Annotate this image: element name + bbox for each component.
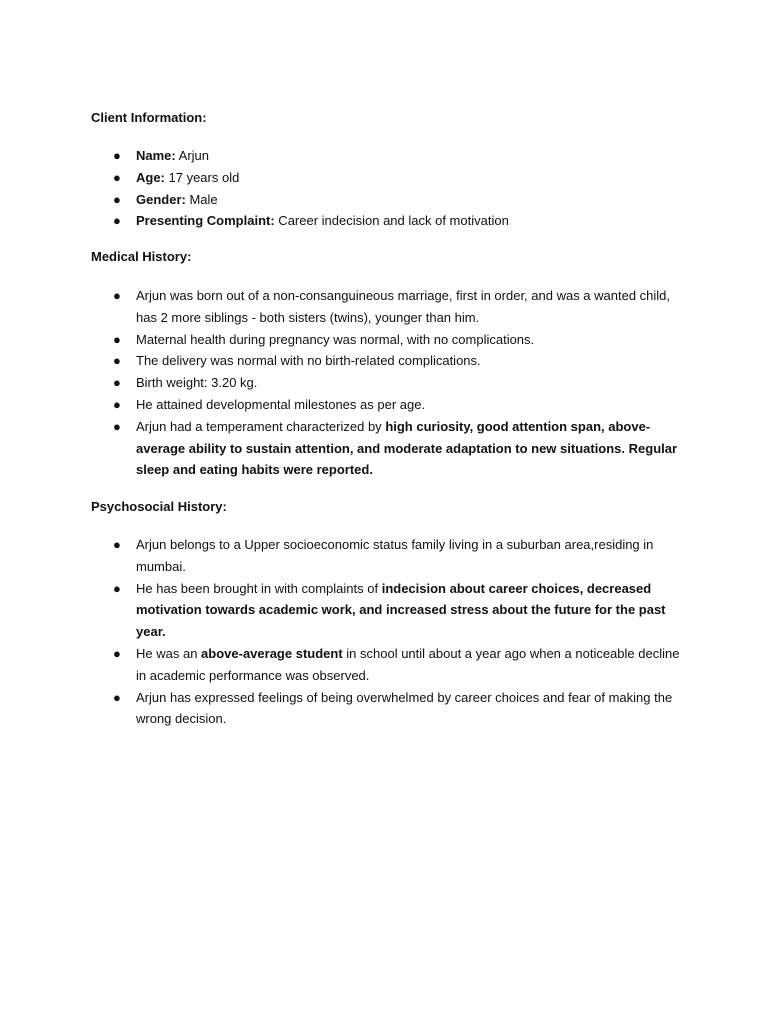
- bullet-icon: ●: [113, 396, 121, 412]
- bullet-icon: ●: [113, 418, 121, 434]
- client-information-heading: Client Information:: [91, 110, 207, 125]
- name-label: Name:: [136, 148, 176, 163]
- bullet-icon: ●: [113, 580, 121, 596]
- bullet-icon: ●: [113, 353, 121, 369]
- age-value: 17 years old: [164, 169, 240, 185]
- item-text-plain: in school until about a year ago when a noticeable decline in academic performance was observed.: [136, 645, 680, 683]
- bullet-icon: ●: [113, 169, 121, 185]
- list-item: [0, 416, 768, 481]
- item-text: Birth weight: 3.20 kg.: [136, 375, 258, 391]
- list-item: [0, 394, 768, 416]
- item-text-plain: Arjun had a temperament characterized by: [136, 418, 386, 434]
- item-text: He attained developmental milestones as per age.: [136, 396, 426, 412]
- psychosocial-history-heading: Psychosocial History:: [91, 499, 227, 514]
- list-item: [0, 285, 768, 329]
- list-item: [0, 189, 768, 211]
- item-text: Arjun has expressed feelings of being overwhelmed by career choices and fear of making the wrong decision.: [136, 689, 673, 727]
- list-item: [0, 643, 768, 687]
- item-text-plain: He has been brought in with complaints of: [136, 580, 382, 596]
- list-item: [0, 350, 768, 372]
- bullet-icon: ●: [113, 191, 121, 207]
- item-text-bold: above-average student: [201, 645, 343, 661]
- client-information-list: [0, 145, 768, 232]
- psychosocial-history-list: [0, 534, 768, 730]
- item-text: The delivery was normal with no birth-related complications.: [136, 353, 481, 369]
- medical-history-list: [0, 285, 768, 481]
- bullet-icon: ●: [113, 537, 121, 552]
- list-item: [0, 145, 768, 167]
- bullet-icon: ●: [113, 689, 121, 705]
- item-text-bold: high curiosity, good attention span, above-average ability to sustain attention, and moderate adaptation to new situations. Regular sleep and eating habits were reported.: [136, 418, 678, 478]
- bullet-icon: ●: [113, 375, 121, 391]
- item-text-bold: indecision about career choices, decreased motivation towards academic work, and increased stress about the future for the past year.: [136, 580, 666, 640]
- list-item: [0, 167, 768, 189]
- item-text: Maternal health during pregnancy was normal, with no complications.: [136, 331, 535, 347]
- name-value: Arjun: [175, 148, 209, 163]
- presenting-complaint-label: Presenting Complaint:: [136, 213, 275, 229]
- age-label: Age:: [136, 169, 165, 185]
- item-text: Arjun was born out of a non-consanguineous marriage, first in order, and was a wanted child, has 2 more siblings - both sisters (twins), younger than him.: [136, 288, 671, 325]
- item-text: Arjun belongs to a Upper socioeconomic status family living in a suburban area,residing in mumbai.: [136, 537, 654, 574]
- medical-history-heading: Medical History:: [91, 249, 192, 264]
- bullet-icon: ●: [113, 213, 121, 229]
- bullet-icon: ●: [113, 288, 121, 303]
- list-item: [0, 329, 768, 351]
- item-text-plain: He was an: [136, 645, 202, 661]
- bullet-icon: ●: [113, 645, 121, 661]
- list-item: [0, 578, 768, 643]
- list-item: [0, 372, 768, 394]
- gender-label: Gender:: [136, 191, 186, 207]
- bullet-icon: ●: [113, 331, 121, 347]
- list-item: [0, 687, 768, 731]
- list-item: [0, 534, 768, 578]
- gender-value: Male: [185, 191, 218, 207]
- list-item: [0, 210, 768, 232]
- bullet-icon: ●: [113, 148, 121, 163]
- presenting-complaint-value: Career indecision and lack of motivation: [274, 213, 509, 229]
